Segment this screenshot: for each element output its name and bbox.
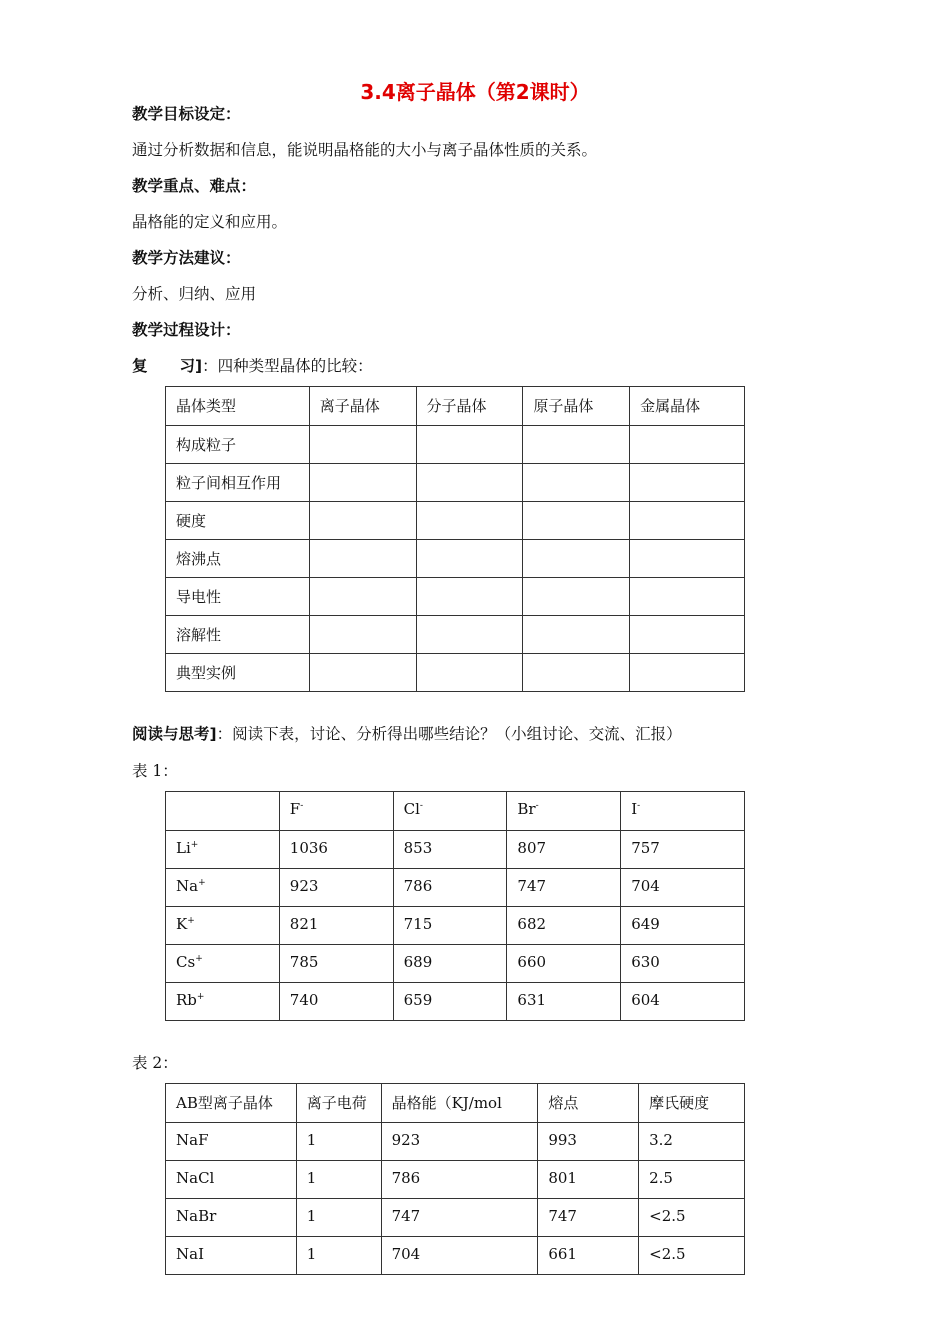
header-cell: AB型离子晶体 [166,1084,297,1123]
empty-cell [630,502,745,540]
value-cell: 785 [279,945,393,983]
goal-heading: 教学目标设定： [132,105,241,123]
empty-cell [523,464,630,502]
value-cell: 661 [538,1237,639,1275]
header-cell: 熔点 [538,1084,639,1123]
value-cell: 704 [621,869,745,907]
value-cell: 993 [538,1123,639,1161]
table-row [166,426,745,464]
table-row [166,502,745,540]
table-row [166,945,745,983]
empty-cell [630,426,745,464]
value-cell: NaBr [166,1199,297,1237]
empty-cell [309,464,416,502]
value-cell: 740 [279,983,393,1021]
method-heading: 教学方法建议： [132,249,241,267]
value-cell: NaF [166,1123,297,1161]
empty-cell [630,540,745,578]
ab-ionic-crystal-table [165,1083,745,1275]
table-row [166,831,745,869]
value-cell: 923 [381,1123,538,1161]
value-cell: 659 [393,983,507,1021]
table-header-row [166,387,745,426]
empty-cell [309,616,416,654]
empty-cell [630,578,745,616]
empty-cell [523,654,630,692]
value-cell: 715 [393,907,507,945]
value-cell: 682 [507,907,621,945]
table-row [166,983,745,1021]
table-row [166,1161,745,1199]
empty-cell [309,502,416,540]
empty-cell [309,540,416,578]
table-row [166,464,745,502]
value-cell: 660 [507,945,621,983]
cation-cell: Rb+ [166,983,280,1021]
table-row [166,1237,745,1275]
empty-cell [309,654,416,692]
empty-cell [523,578,630,616]
table-row [166,1123,745,1161]
value-cell: NaCl [166,1161,297,1199]
cation-cell: Li+ [166,831,280,869]
table-row [166,907,745,945]
table-row [166,654,745,692]
value-cell: 1 [296,1237,381,1275]
empty-cell [630,654,745,692]
value-cell: 1036 [279,831,393,869]
lattice-energy-table [165,791,745,1021]
header-cell: 离子电荷 [296,1084,381,1123]
header-cell: 金属晶体 [630,387,745,426]
anion-header-cell: Cl- [393,792,507,831]
cation-cell: Cs+ [166,945,280,983]
table1-caption: 表 1： [132,762,178,780]
empty-cell [309,426,416,464]
empty-cell [416,654,523,692]
reading-text: ：阅读下表，讨论、分析得出哪些结论？（小组讨论、交流、汇报） [216,725,682,743]
empty-cell [630,464,745,502]
row-label-cell: 典型实例 [166,654,310,692]
value-cell: 853 [393,831,507,869]
review-line [132,354,373,376]
header-cell: 晶体类型 [166,387,310,426]
row-label-cell: 构成粒子 [166,426,310,464]
value-cell: 631 [507,983,621,1021]
cation-cell: K+ [166,907,280,945]
header-cell: 摩氏硬度 [639,1084,745,1123]
value-cell: NaI [166,1237,297,1275]
value-cell: 649 [621,907,745,945]
empty-cell [416,616,523,654]
crystal-comparison-table [165,386,745,692]
key-text: 晶格能的定义和应用。 [132,213,288,231]
review-label-b: 习] [179,357,203,375]
review-label-a: 复 [132,357,148,375]
table-header-row [166,1084,745,1123]
row-label-cell: 溶解性 [166,616,310,654]
row-label-cell: 硬度 [166,502,310,540]
anion-header-cell: I- [621,792,745,831]
header-cell: 晶格能（KJ/mol [381,1084,538,1123]
value-cell: 689 [393,945,507,983]
empty-cell [416,540,523,578]
empty-cell [523,426,630,464]
value-cell: 1 [296,1123,381,1161]
header-cell: 分子晶体 [416,387,523,426]
table2-caption: 表 2： [132,1054,178,1072]
empty-cell [523,502,630,540]
value-cell: 747 [507,869,621,907]
table-row [166,869,745,907]
value-cell: 801 [538,1161,639,1199]
value-cell: 757 [621,831,745,869]
key-heading: 教学重点、难点： [132,177,257,195]
process-heading: 教学过程设计： [132,321,241,339]
method-text: 分析、归纳、应用 [132,285,257,303]
goal-text: 通过分析数据和信息，能说明晶格能的大小与离子晶体性质的关系。 [132,141,598,159]
row-label-cell: 熔沸点 [166,540,310,578]
table-row [166,540,745,578]
empty-cell [416,502,523,540]
review-text: ：四种类型晶体的比较： [202,357,373,375]
empty-cell [630,616,745,654]
header-cell: 离子晶体 [309,387,416,426]
value-cell: 807 [507,831,621,869]
value-cell: 1 [296,1161,381,1199]
value-cell: 786 [381,1161,538,1199]
value-cell: 704 [381,1237,538,1275]
value-cell: 747 [538,1199,639,1237]
anion-header-cell: Br- [507,792,621,831]
value-cell: 604 [621,983,745,1021]
value-cell: <2.5 [639,1199,745,1237]
value-cell: 821 [279,907,393,945]
table-row [166,578,745,616]
header-cell: 原子晶体 [523,387,630,426]
page-title: 3.4离子晶体（第2课时） [360,80,590,104]
value-cell: 786 [393,869,507,907]
row-label-cell: 粒子间相互作用 [166,464,310,502]
empty-cell [523,540,630,578]
corner-cell [166,792,280,831]
value-cell: 2.5 [639,1161,745,1199]
value-cell: 3.2 [639,1123,745,1161]
value-cell: 1 [296,1199,381,1237]
table-row [166,1199,745,1237]
anion-header-cell: F- [279,792,393,831]
table-header-row [166,792,745,831]
table-row [166,616,745,654]
empty-cell [416,426,523,464]
row-label-cell: 导电性 [166,578,310,616]
value-cell: 747 [381,1199,538,1237]
empty-cell [523,616,630,654]
cation-cell: Na+ [166,869,280,907]
value-cell: <2.5 [639,1237,745,1275]
reading-label: 阅读与思考] [132,725,217,743]
value-cell: 923 [279,869,393,907]
reading-line [132,722,682,744]
empty-cell [416,464,523,502]
empty-cell [309,578,416,616]
empty-cell [416,578,523,616]
value-cell: 630 [621,945,745,983]
